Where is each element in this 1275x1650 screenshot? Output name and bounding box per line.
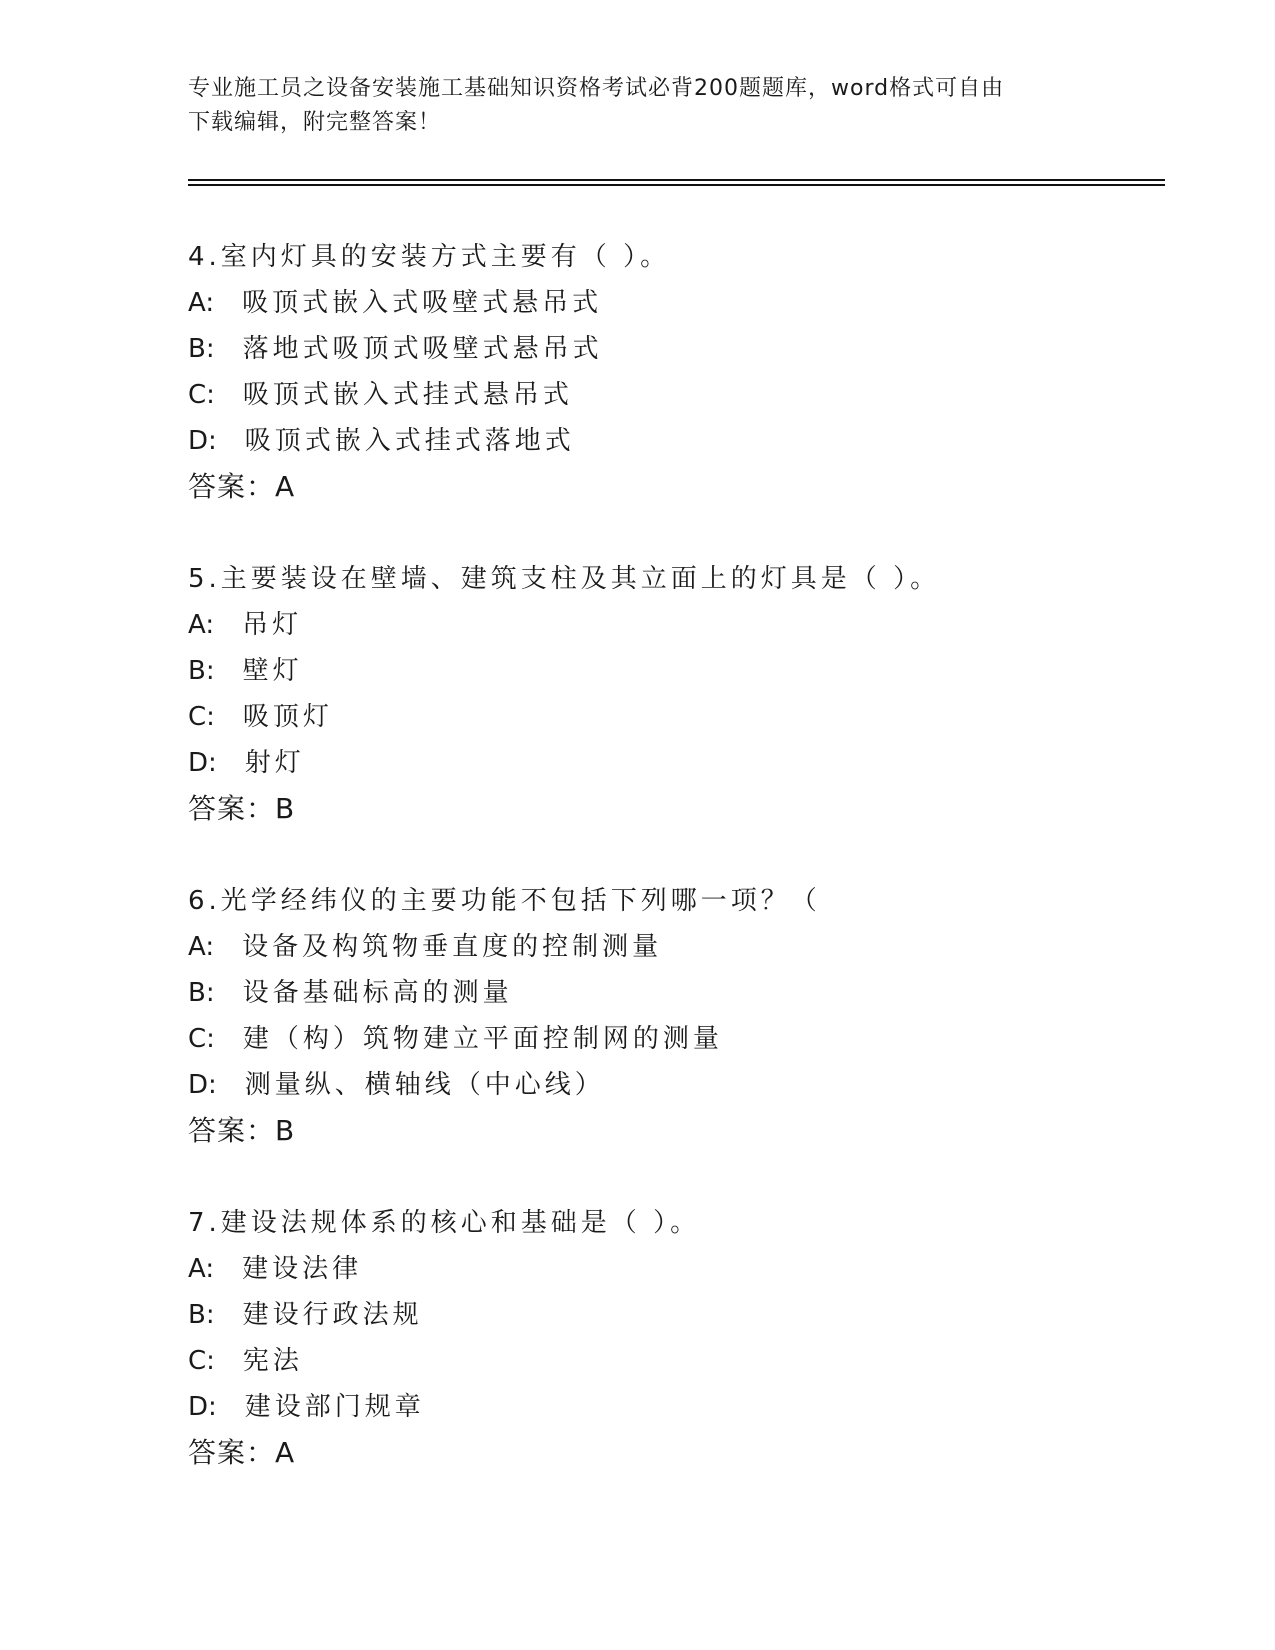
answer-line: 答案：A [188,470,296,503]
option-c [188,1338,1168,1384]
answer-line: 答案：A [188,1436,296,1469]
option-d [188,1384,1168,1430]
option-text: 吸顶式嵌入式挂式悬吊式 [242,380,573,410]
option-letter: D: [188,1392,217,1422]
question-list [188,234,1168,1522]
option-text: 建（构）筑物建立平面控制网的测量 [242,1024,723,1054]
option-letter: C: [188,1346,215,1376]
option-letter: D: [188,748,217,778]
option-letter: A: [188,610,215,640]
option-text: 建设部门规章 [244,1392,425,1422]
option-letter: C: [188,380,215,410]
answer-line: 答案：B [188,792,296,825]
question-item [188,556,1168,832]
header-divider-top [188,179,1165,181]
option-a [188,1246,1168,1292]
option-letter: C: [188,1024,215,1054]
option-a [188,602,1168,648]
option-a [188,924,1168,970]
option-c [188,694,1168,740]
option-text: 宪法 [242,1346,303,1376]
option-d [188,740,1168,786]
question-item [188,878,1168,1154]
question-stem: 7.建设法规体系的核心和基础是（ ）。 [188,1208,701,1238]
option-letter: D: [188,1070,217,1100]
option-text: 吸顶灯 [242,702,333,732]
option-c [188,1016,1168,1062]
option-text: 设备基础标高的测量 [242,978,513,1008]
option-letter: B: [188,978,215,1008]
option-letter: A: [188,932,215,962]
question-item [188,1200,1168,1476]
header-line-2: 下载编辑，附完整答案！ [188,110,442,135]
question-stem: 4.室内灯具的安装方式主要有（ ）。 [188,242,671,272]
option-d [188,1062,1168,1108]
question-stem: 5.主要装设在壁墙、建筑支柱及其立面上的灯具是（ ）。 [188,564,941,594]
option-a [188,280,1168,326]
option-b [188,648,1168,694]
option-letter: B: [188,656,215,686]
option-d [188,418,1168,464]
option-letter: B: [188,334,215,364]
option-letter: B: [188,1300,215,1330]
option-c [188,372,1168,418]
option-text: 射灯 [244,748,305,778]
option-text: 吸顶式嵌入式挂式落地式 [244,426,575,456]
option-text: 吸顶式嵌入式吸壁式悬吊式 [242,288,603,318]
option-text: 设备及构筑物垂直度的控制测量 [242,932,663,962]
option-b [188,970,1168,1016]
option-b [188,326,1168,372]
answer-line: 答案：B [188,1114,296,1147]
option-letter: A: [188,288,215,318]
option-letter: C: [188,702,215,732]
header-divider-bottom [188,184,1165,186]
option-text: 建设行政法规 [242,1300,423,1330]
document-header [188,72,1088,140]
option-text: 建设法律 [242,1254,363,1284]
question-stem: 6.光学经纬仪的主要功能不包括下列哪一项？（ [188,886,821,916]
question-item [188,234,1168,510]
option-letter: D: [188,426,217,456]
header-line-1: 专业施工员之设备安装施工基础知识资格考试必背200题题库，word格式可自由 [188,76,1005,101]
option-text: 吊灯 [242,610,303,640]
option-text: 壁灯 [242,656,303,686]
option-letter: A: [188,1254,215,1284]
option-text: 测量纵、横轴线（中心线） [244,1070,605,1100]
option-b [188,1292,1168,1338]
option-text: 落地式吸顶式吸壁式悬吊式 [242,334,603,364]
